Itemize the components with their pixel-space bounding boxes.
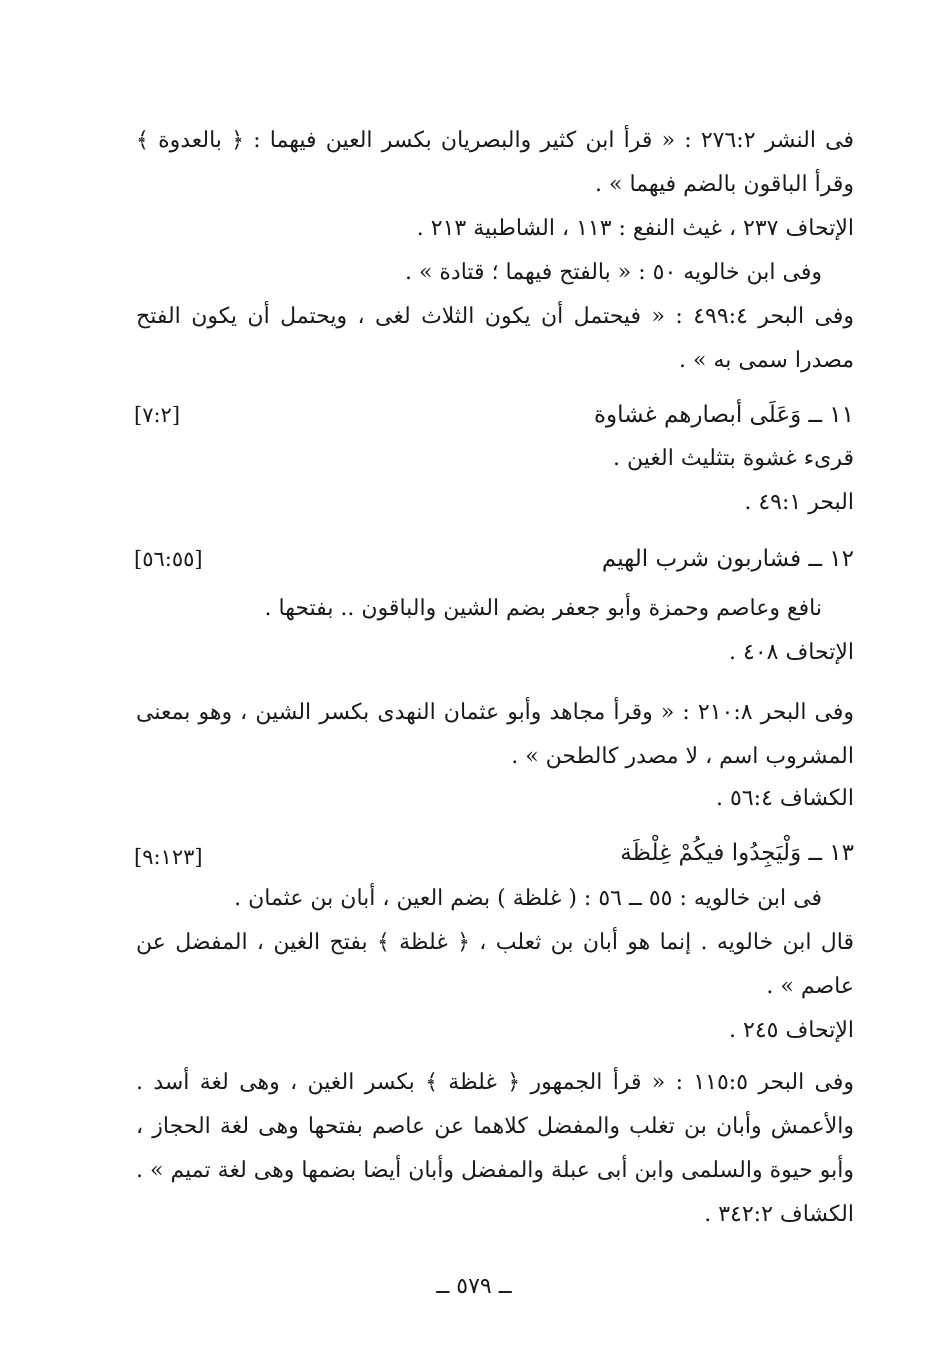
text-line: قرىء غشوة بتثليث الغين .	[613, 446, 854, 471]
text-line: وأبو حيوة والسلمى وابن أبى عبلة والمفضل وأبان أيضا بضمها وهى لغة تميم » .	[136, 1158, 854, 1183]
text-line: وفى البحر ٢١٠:٨ : « وقرأ مجاهد وأبو عثمان النهدى بكسر الشين ، وهو بمعنى	[136, 700, 854, 725]
text-line: الكشاف ٣٤٢:٢ .	[704, 1202, 854, 1227]
text-line: والأعمش وأبان بن تغلب والمفضل كلاهما عن عاصم بفتحها وهى لغة الحجاز ،	[136, 1114, 854, 1139]
entry-heading-12: ١٢ ــ فشاربون شرب الهيم	[601, 546, 854, 572]
text-line: عاصم » .	[766, 974, 854, 999]
text-line: فى ابن خالويه : ٥٥ ــ ٥٦ : ( غلظة ) بضم العين ، أبان بن عثمان .	[234, 886, 822, 911]
text-line: نافع وعاصم وحمزة وأبو جعفر بضم الشين والباقون .. بفتحها .	[264, 596, 822, 621]
verse-reference-13: [٩:١٢٣]	[134, 845, 203, 869]
text-line: قال ابن خالويه . إنما هو أبان بن ثعلب ، ﴿ غلظة ﴾ بفتح الغين ، المفضل عن	[136, 930, 854, 955]
text-line: وقرأ الباقون بالضم فيهما » .	[595, 172, 854, 197]
text-line: الإتحاف ٤٠٨ .	[729, 640, 854, 665]
text-line: وفى ابن خالويه ٥٠ : « بالفتح فيهما ؛ قتادة » .	[404, 260, 822, 285]
entry-heading-11: ١١ ــ وَعَلَى أبصارهم غشاوة	[593, 402, 854, 428]
verse-reference-11: [٧:٢]	[134, 403, 181, 427]
text-line: وفى البحر ١١٥:٥ : « قرأ الجمهور ﴿ غلظة ﴾ بكسر الغين ، وهى لغة أسد .	[136, 1070, 854, 1095]
text-line: فى النشر ٢٧٦:٢ : « قرأ ابن كثير والبصريان بكسر العين فيهما : ﴿ بالعدوة ﴾	[136, 128, 854, 153]
verse-reference-12: [٥٦:٥٥]	[134, 547, 203, 571]
text-line: المشروب اسم ، لا مصدر كالطحن » .	[511, 744, 854, 769]
text-line: البحر ٤٩:١ .	[744, 490, 854, 515]
text-line: الإتحاف ٢٣٧ ، غيث النفع : ١١٣ ، الشاطبية ٢١٣ .	[416, 216, 854, 241]
text-line: الكشاف ٥٦:٤ .	[716, 786, 854, 811]
text-line: مصدرا سمى به » .	[679, 348, 854, 373]
page-number: ــ ٥٧٩ ــ	[436, 1274, 512, 1299]
text-line: الإتحاف ٢٤٥ .	[729, 1018, 854, 1043]
text-line: وفى البحر ٤٩٩:٤ : « فيحتمل أن يكون الثلاث لغى ، ويحتمل أن يكون الفتح	[136, 304, 854, 329]
entry-heading-13: ١٣ ــ وَلْيَجِدُوا فيكُمْ غِلْظَة	[620, 840, 854, 866]
